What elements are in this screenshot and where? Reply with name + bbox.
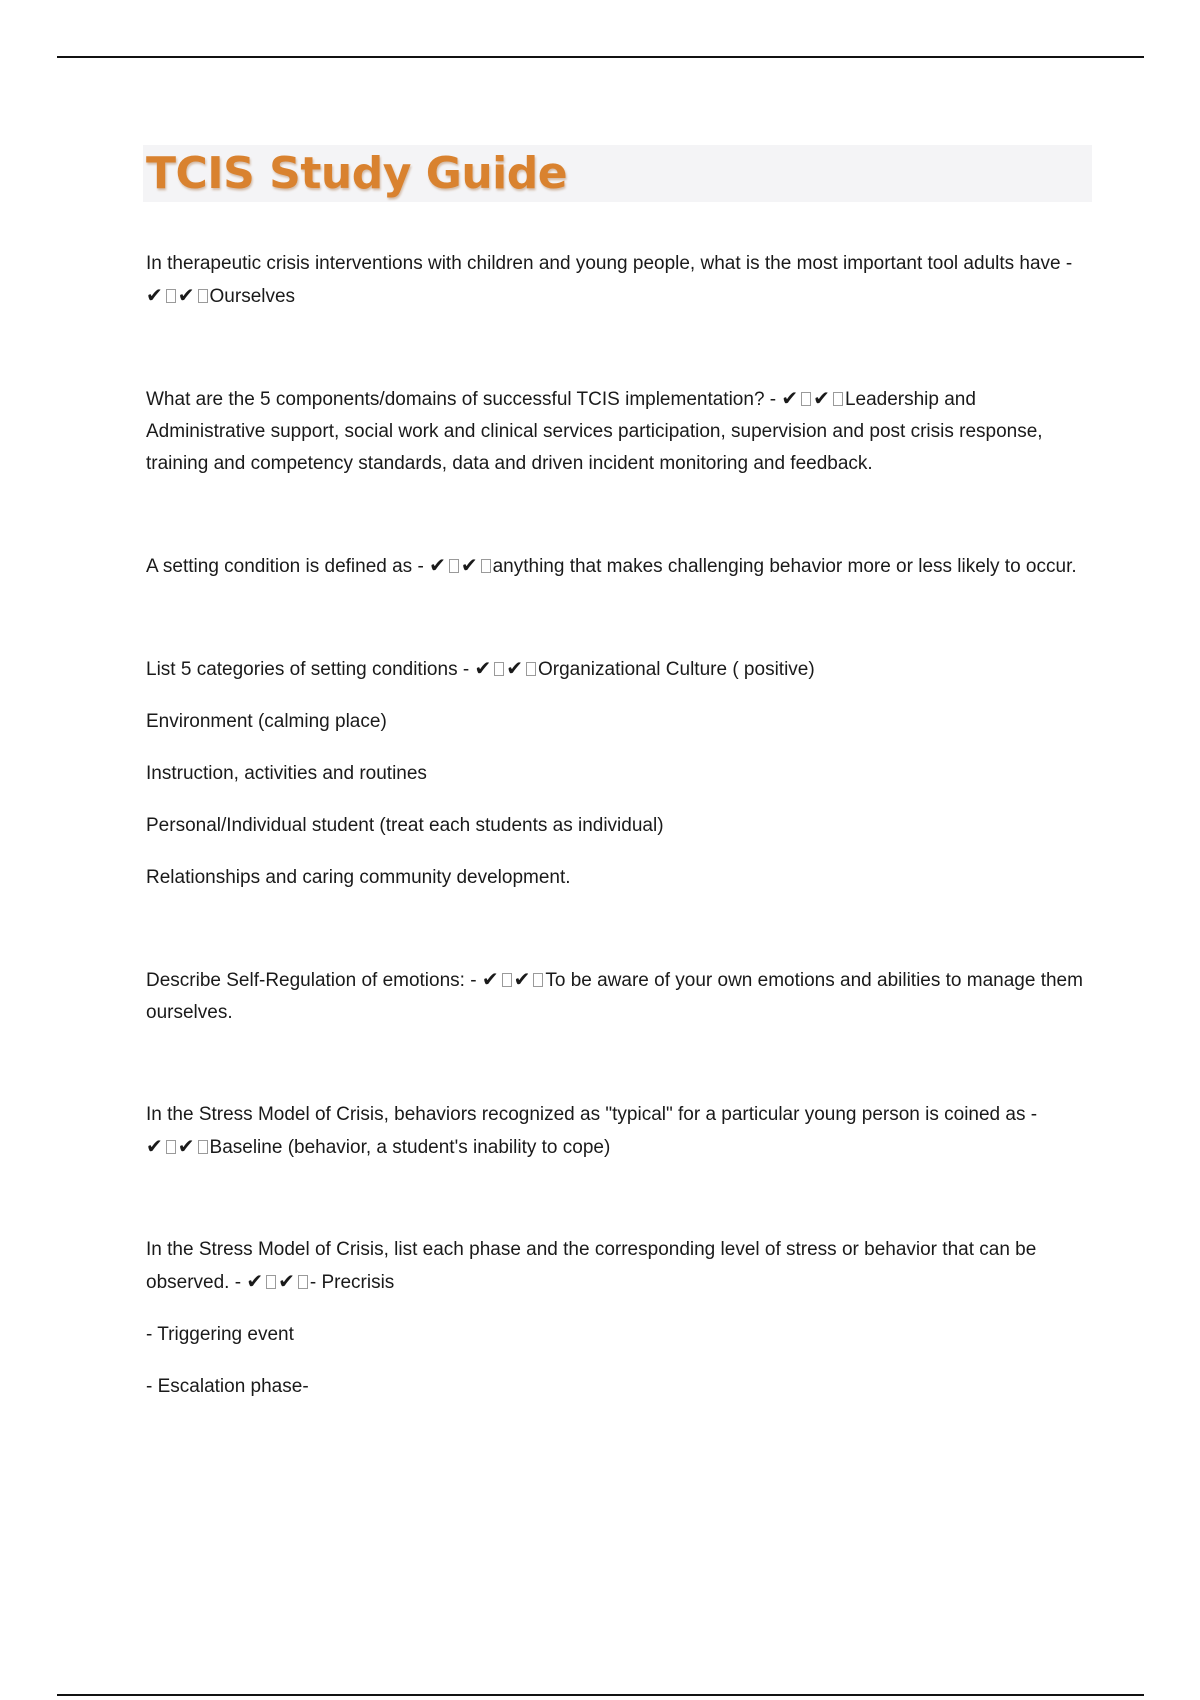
box-glyph-icon <box>166 289 176 303</box>
answer-marker <box>429 556 493 577</box>
qa-item <box>146 550 1086 583</box>
qa-item <box>146 653 1086 894</box>
check-icon: ✔ <box>429 555 446 577</box>
check-icon: ✔ <box>813 388 830 410</box>
check-icon: ✔ <box>481 969 499 991</box>
box-glyph-icon <box>833 392 843 406</box>
answer-line: - Escalation phase- <box>146 1376 309 1397</box>
answer-line: Relationships and caring community development. <box>146 867 571 888</box>
answer-text: Leadership and Administrative support, social work and clinical services participation, supervision and post crisis response, training and competency standards, data and driven incident monitoring and feedback. <box>146 389 1043 474</box>
qa-item <box>146 248 1086 313</box>
box-glyph-icon <box>166 1140 176 1154</box>
check-icon: ✔ <box>146 1136 163 1158</box>
answer-text: Organizational Culture ( positive) <box>538 659 815 680</box>
check-icon: ✔ <box>177 285 195 307</box>
answer-text: Ourselves <box>209 286 296 307</box>
box-glyph-icon <box>481 559 491 573</box>
question-text: In the Stress Model of Crisis, list each phase and the corresponding level of stress or behavior that can be observed. - <box>146 1239 1037 1293</box>
question-text: In the Stress Model of Crisis, behaviors recognized as "typical" for a particular young person is coined as - <box>146 1104 1038 1125</box>
qa-item <box>146 1234 1086 1403</box>
answer-marker <box>781 389 845 410</box>
question-text: A setting condition is defined as - <box>146 556 430 577</box>
box-glyph-icon <box>526 662 536 676</box>
top-rule <box>57 56 1144 58</box>
check-icon: ✔ <box>781 388 799 410</box>
box-glyph-icon <box>494 662 504 676</box>
page-title: TCIS Study Guide <box>146 148 568 199</box>
answer-line: - Triggering event <box>146 1324 294 1345</box>
box-glyph-icon <box>266 1275 276 1289</box>
answer-marker <box>146 286 210 307</box>
answer-marker <box>482 970 546 991</box>
answer-marker <box>474 659 538 680</box>
answer-text: - Precrisis <box>309 1272 395 1293</box>
answer-line: Instruction, activities and routines <box>146 763 427 784</box>
question-text: Describe Self-Regulation of emotions: - <box>146 970 482 991</box>
box-glyph-icon <box>533 973 543 987</box>
bottom-rule <box>57 1694 1144 1696</box>
answer-text: To be aware of your own emotions and abilities to manage them ourselves. <box>146 970 1083 1023</box>
check-icon: ✔ <box>246 1271 264 1293</box>
check-icon: ✔ <box>460 555 478 577</box>
box-glyph-icon <box>198 1140 208 1154</box>
check-icon: ✔ <box>146 285 163 307</box>
check-icon: ✔ <box>177 1136 195 1158</box>
qa-item <box>146 1099 1086 1164</box>
check-icon: ✔ <box>278 1271 295 1293</box>
answer-marker <box>146 1137 210 1158</box>
box-glyph-icon <box>502 973 512 987</box>
question-text: In therapeutic crisis interventions with children and young people, what is the most important tool adults have - <box>146 253 1073 274</box>
answer-marker <box>246 1272 310 1293</box>
box-glyph-icon <box>298 1275 308 1289</box>
qa-item <box>146 383 1086 480</box>
question-text: What are the 5 components/domains of successful TCIS implementation? - <box>146 389 782 410</box>
answer-line: Personal/Individual student (treat each students as individual) <box>146 815 664 836</box>
question-text: List 5 categories of setting conditions - <box>146 659 475 680</box>
answer-line: Environment (calming place) <box>146 711 387 732</box>
answer-text: Baseline (behavior, a student's inability to cope) <box>209 1137 611 1158</box>
qa-list <box>146 248 1086 1403</box>
answer-text: anything that makes challenging behavior more or less likely to occur. <box>492 556 1077 577</box>
check-icon: ✔ <box>513 969 531 991</box>
box-glyph-icon <box>198 289 208 303</box>
box-glyph-icon <box>801 392 811 406</box>
qa-item <box>146 964 1086 1029</box>
check-icon: ✔ <box>506 658 523 680</box>
check-icon: ✔ <box>474 658 492 680</box>
box-glyph-icon <box>449 559 459 573</box>
